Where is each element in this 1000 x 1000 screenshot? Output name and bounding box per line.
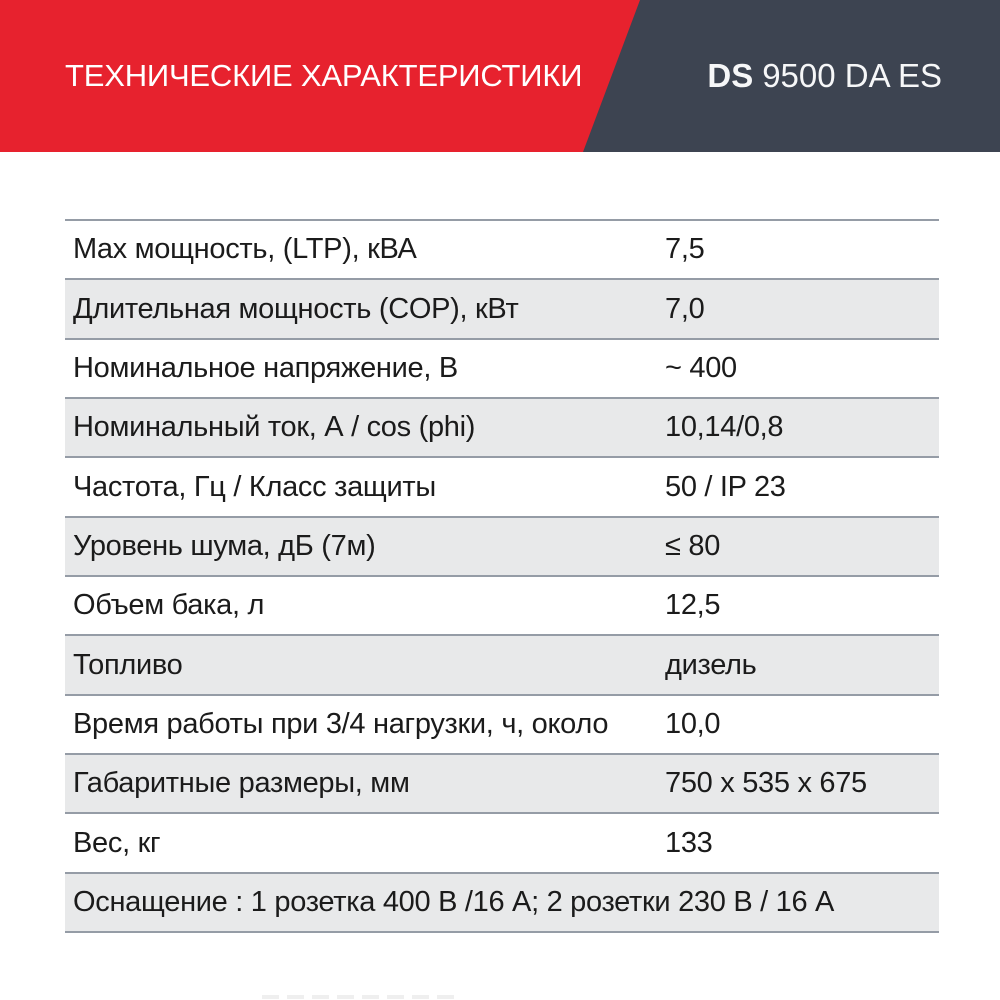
spec-row-dimensions bbox=[65, 753, 939, 812]
spec-label: Топливо bbox=[73, 648, 183, 681]
spec-label: Номинальное напряжение, В bbox=[73, 351, 458, 384]
spec-value: 133 bbox=[665, 826, 713, 859]
spec-row-noise bbox=[65, 516, 939, 575]
model-name-brand: DS bbox=[707, 57, 754, 94]
spec-label: Габаритные размеры, мм bbox=[73, 767, 410, 800]
spec-label: Частота, Гц / Класс защиты bbox=[73, 470, 436, 503]
spec-row-equipment bbox=[65, 872, 939, 931]
spec-label: Длительная мощность (COP), кВт bbox=[73, 292, 519, 325]
spec-value: 7,0 bbox=[665, 292, 705, 325]
spec-row-current bbox=[65, 397, 939, 456]
spec-row-tank-volume bbox=[65, 575, 939, 634]
spec-label: Уровень шума, дБ (7м) bbox=[73, 529, 376, 562]
spec-table bbox=[65, 219, 939, 933]
page-title: ТЕХНИЧЕСКИЕ ХАРАКТЕРИСТИКИ bbox=[65, 58, 583, 93]
spec-value: 50 / IP 23 bbox=[665, 470, 786, 503]
spec-row-continuous-power bbox=[65, 278, 939, 337]
spec-value: ~ 400 bbox=[665, 351, 737, 384]
spec-row-runtime bbox=[65, 694, 939, 753]
model-name bbox=[707, 57, 942, 95]
spec-value: 7,5 bbox=[665, 233, 705, 266]
spec-label: Номинальный ток, А / cos (phi) bbox=[73, 411, 476, 444]
cropped-watermark-dashes bbox=[262, 995, 462, 999]
header-banner bbox=[0, 0, 1000, 152]
equipment-text: Оснащение : 1 розетка 400 В /16 А; 2 розетки 230 В / 16 А bbox=[73, 885, 835, 918]
spec-value: 10,14/0,8 bbox=[665, 411, 784, 444]
spec-value: 750 x 535 x 675 bbox=[665, 767, 867, 800]
spec-label: Вес, кг bbox=[73, 826, 161, 859]
spec-row-frequency bbox=[65, 456, 939, 515]
spec-row-weight bbox=[65, 812, 939, 871]
spec-value: 10,0 bbox=[665, 707, 721, 740]
spec-value: 12,5 bbox=[665, 589, 721, 622]
spec-label: Max мощность, (LTP), кВА bbox=[73, 233, 417, 266]
header-content bbox=[0, 0, 1000, 152]
spec-label: Объем бака, л bbox=[73, 589, 265, 622]
model-name-number: 9500 DA ES bbox=[762, 57, 942, 94]
spec-row-fuel bbox=[65, 634, 939, 693]
spec-row-voltage bbox=[65, 338, 939, 397]
spec-value: дизель bbox=[665, 648, 757, 681]
spec-label: Время работы при 3/4 нагрузки, ч, около bbox=[73, 707, 609, 740]
spec-value: ≤ 80 bbox=[665, 529, 721, 562]
spec-row-max-power bbox=[65, 219, 939, 278]
